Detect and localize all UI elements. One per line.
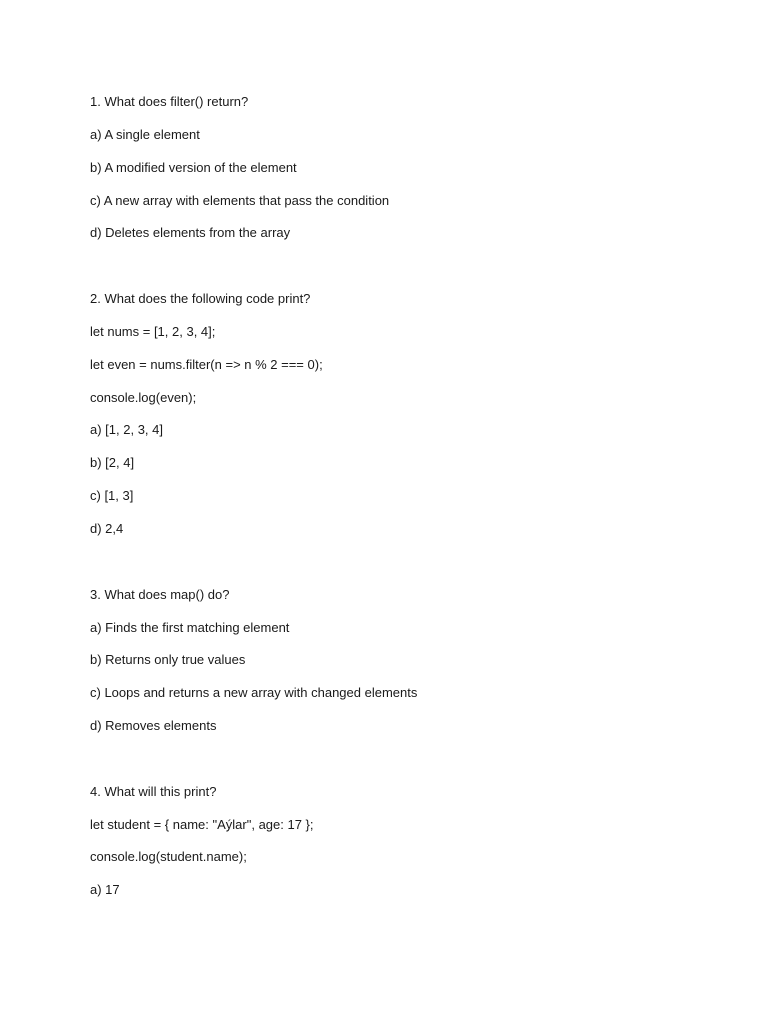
question-4 — [90, 782, 710, 901]
question-2-code-line-1: let nums = [1, 2, 3, 4]; — [90, 323, 216, 339]
question-2-option-c: c) [1, 3] — [90, 488, 134, 504]
question-2-option-b: b) [2, 4] — [90, 455, 135, 471]
question-4-code-line-2: console.log(student.name); — [90, 849, 247, 865]
blank-line — [90, 256, 710, 276]
question-1-option-b: b) A modified version of the element — [90, 159, 297, 175]
question-1-prompt: 1. What does filter() return? — [90, 94, 249, 109]
question-1-option-c: c) A new array with elements that pass the condition — [90, 192, 390, 208]
question-4-option-a: a) 17 — [90, 882, 120, 898]
question-2-code-line-2: let even = nums.filter(n => n % 2 === 0); — [90, 356, 323, 372]
blank-line — [90, 749, 710, 769]
quiz-content — [90, 92, 710, 913]
question-1-option-d: d) Deletes elements from the array — [90, 225, 291, 241]
question-2-prompt: 2. What does the following code print? — [90, 291, 311, 307]
question-1 — [90, 92, 710, 243]
question-3 — [90, 585, 710, 736]
question-2 — [90, 289, 710, 539]
question-3-option-b: b) Returns only true values — [90, 652, 246, 668]
question-2-option-d: d) 2,4 — [90, 520, 124, 536]
question-3-option-a: a) Finds the first matching element — [90, 619, 290, 635]
question-2-code-line-3: console.log(even); — [90, 389, 197, 405]
question-3-prompt: 3. What does map() do? — [90, 586, 230, 602]
blank-line — [90, 552, 710, 572]
question-4-code-line-1: let student = { name: "Aýlar", age: 17 }; — [90, 816, 314, 832]
question-3-option-c: c) Loops and returns a new array with changed elements — [90, 685, 418, 701]
question-4-prompt: 4. What will this print? — [90, 783, 217, 799]
question-2-option-a: a) [1, 2, 3, 4] — [90, 422, 163, 438]
question-1-option-a: a) A single element — [90, 126, 200, 142]
question-3-option-d: d) Removes elements — [90, 718, 217, 734]
